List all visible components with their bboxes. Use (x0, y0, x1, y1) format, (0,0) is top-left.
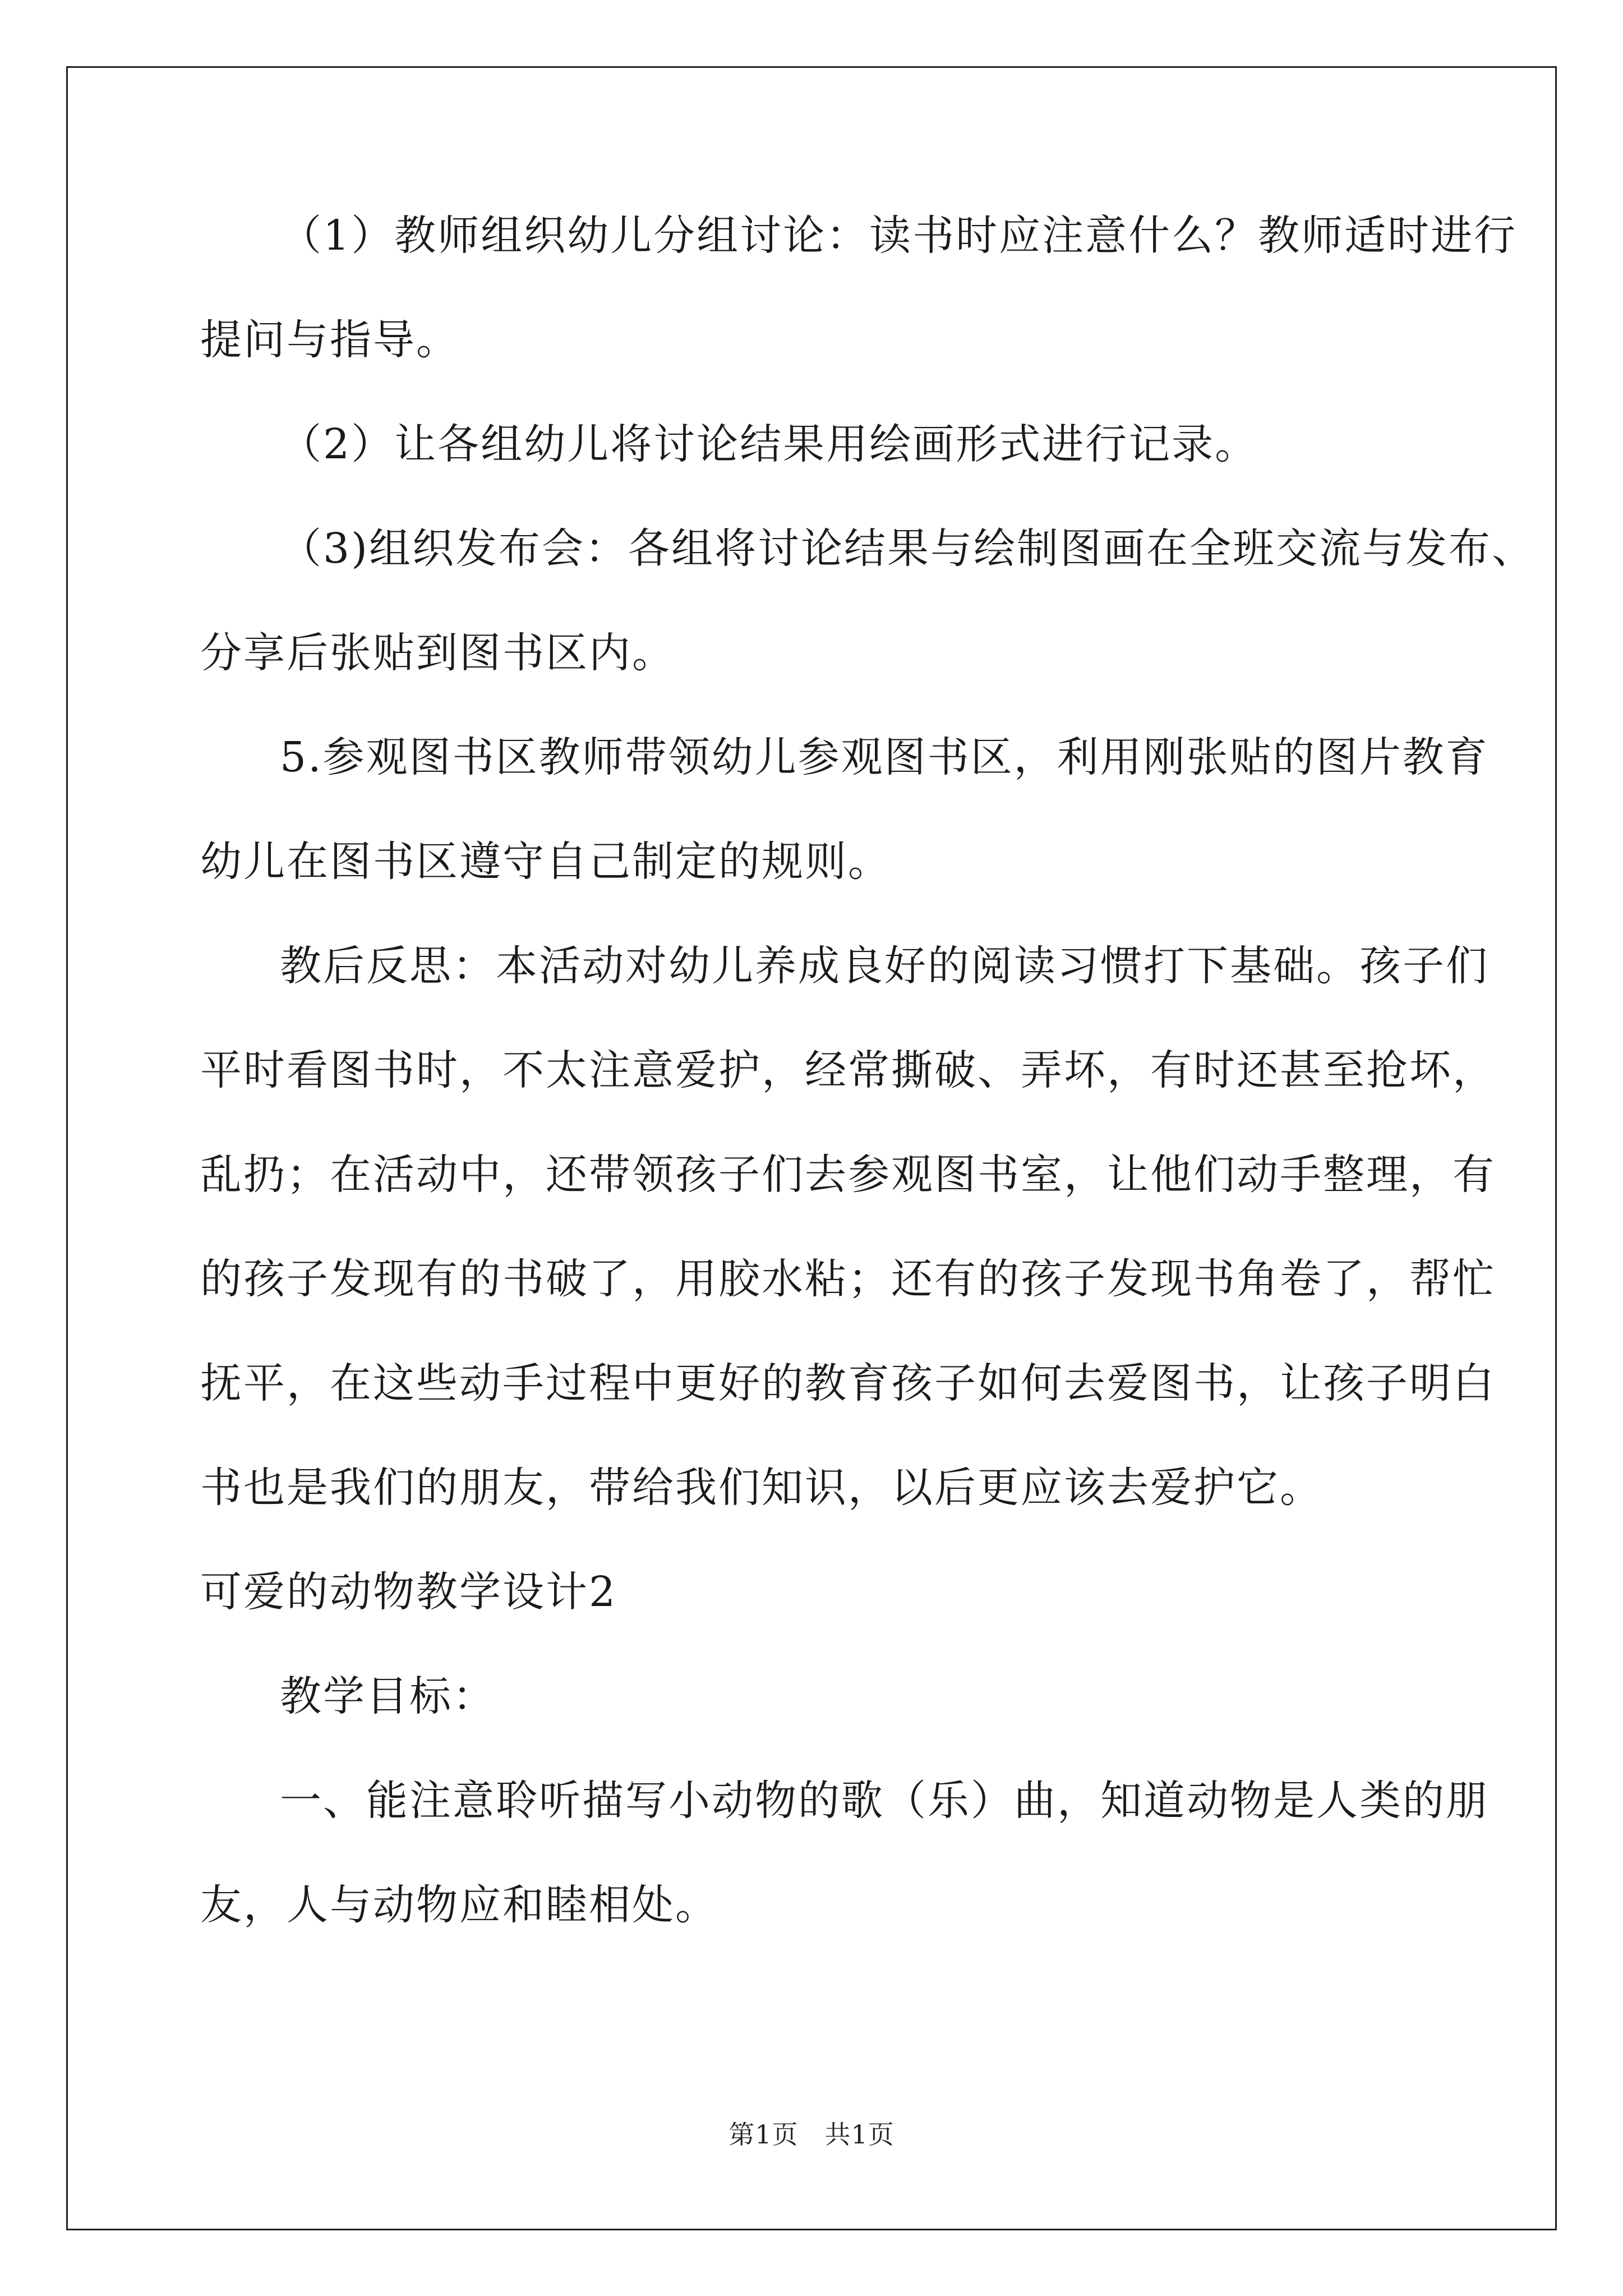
text-line-17: 友，人与动物应和睦相处。 (200, 1881, 718, 1929)
text-line-12: 抚平，在这些动手过程中更好的教育孩子如何去爱图书，让孩子明白 (200, 1359, 1496, 1407)
text-line-8: 教后反思：本活动对幼儿养成良好的阅读习惯打下基础。孩子们 (280, 942, 1489, 990)
text-line-4: （3)组织发布会：各组将讨论结果与绘制图画在全班交流与发布、 (280, 524, 1535, 573)
text-line-15: 教学目标： (280, 1672, 496, 1720)
text-line-6: 5.参观图书区教师带领幼儿参观图书区，利用刚张贴的图片教育 (280, 733, 1489, 781)
text-line-5: 分享后张贴到图书区内。 (200, 629, 675, 677)
text-line-9: 平时看图书时，不太注意爱护，经常撕破、弄坏，有时还甚至抢坏， (200, 1046, 1496, 1094)
text-line-1: （1）教师组织幼儿分组讨论：读书时应注意什么？教师适时进行 (280, 211, 1518, 260)
section-title: 可爱的动物教学设计2 (200, 1568, 617, 1616)
text-line-13: 书也是我们的朋友，带给我们知识，以后更应该去爱护它。 (200, 1464, 1323, 1512)
text-line-2: 提问与指导。 (200, 316, 459, 364)
text-line-3: （2）让各组幼儿将讨论结果用绘画形式进行记录。 (280, 420, 1258, 468)
text-line-16: 一、能注意聆听描写小动物的歌（乐）曲，知道动物是人类的朋 (280, 1777, 1489, 1825)
text-line-7: 幼儿在图书区遵守自己制定的规则。 (200, 838, 891, 886)
text-line-11: 的孩子发现有的书破了，用胶水粘；还有的孩子发现书角卷了，帮忙 (200, 1255, 1496, 1303)
page-number: 第1页 共1页 (728, 2119, 895, 2150)
text-line-10: 乱扔；在活动中，还带领孩子们去参观图书室，让他们动手整理，有 (200, 1151, 1496, 1199)
